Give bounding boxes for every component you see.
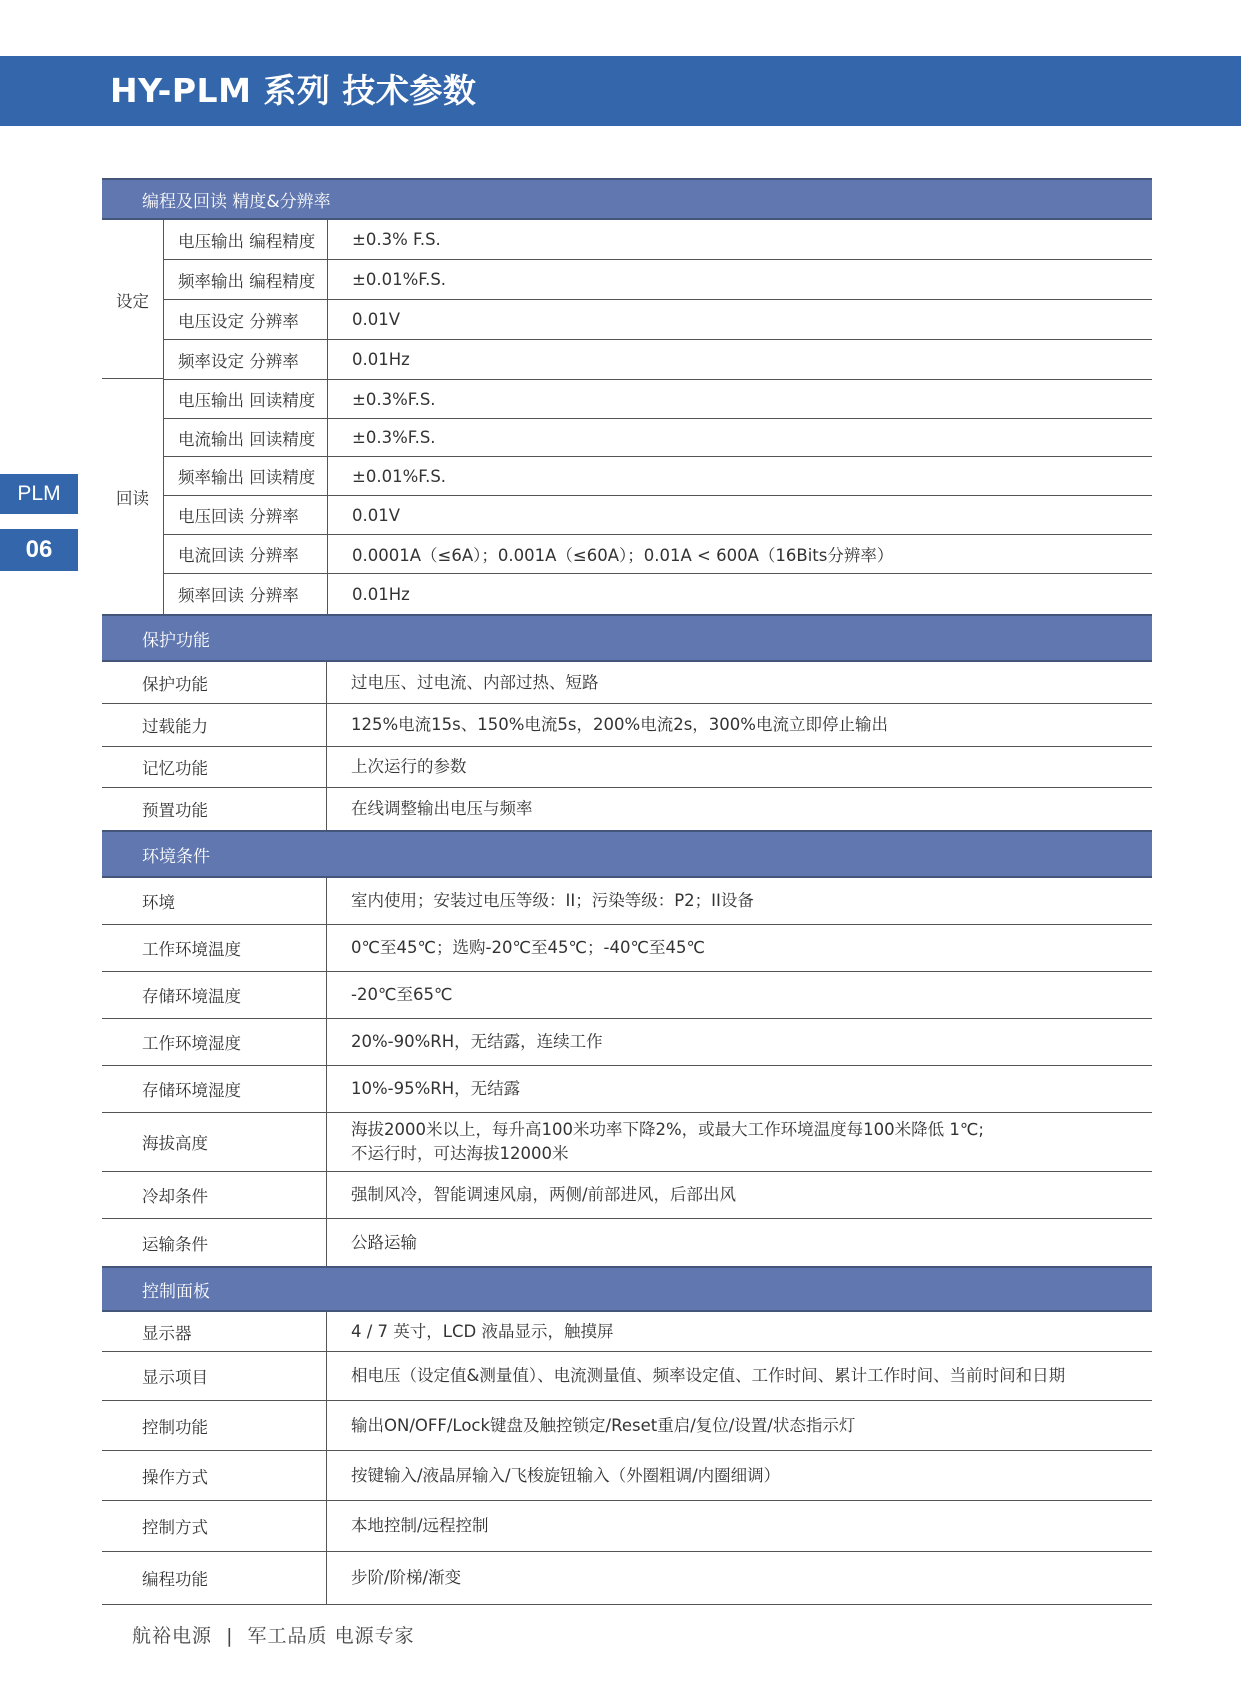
table-row: [164, 574, 1152, 614]
table-row: [102, 1501, 1152, 1552]
row-label: 显示项目: [102, 1352, 327, 1400]
group-label-set: 设定: [102, 220, 164, 380]
table-row: [164, 300, 1152, 340]
row-value: 按键输入/液晶屏输入/飞梭旋钮输入（外圈粗调/内圈细调）: [351, 1465, 781, 1485]
row-label: 电压设定 分辨率: [164, 300, 328, 339]
table-row: [102, 1451, 1152, 1501]
footer-tagline: 航裕电源 | 军工品质 电源专家: [132, 1625, 415, 1647]
protection-section: [102, 614, 1152, 830]
row-value: 125%电流15s、150%电流5s，200%电流2s，300%电流立即停止输出: [351, 715, 888, 735]
table-row: [102, 1352, 1152, 1401]
table-row: [102, 1312, 1152, 1352]
table-row: [164, 457, 1152, 496]
row-value: 0.01Hz: [352, 584, 410, 604]
row-value: 0.0001A（≤6A）；0.001A（≤60A）；0.01A < 600A（16Bits分辨率）: [352, 546, 894, 565]
row-label: 编程功能: [102, 1552, 327, 1604]
footer-divider: [102, 1604, 1152, 1605]
row-label: 显示器: [102, 1312, 327, 1351]
table-row: [102, 1219, 1152, 1266]
row-label: 频率输出 编程精度: [164, 260, 328, 299]
row-label: 电压回读 分辨率: [164, 496, 328, 534]
group-label-readback: 回读: [102, 380, 164, 614]
programming-section: [102, 178, 1152, 614]
section-header-programming: 编程及回读 精度&分辨率: [102, 178, 1152, 220]
section-header-environment: 环境条件: [102, 830, 1152, 878]
table-row: [164, 535, 1152, 574]
row-value: 20%-90%RH，无结露，连续工作: [351, 1032, 603, 1052]
row-value: 上次运行的参数: [351, 757, 467, 777]
row-value: 4 / 7 英寸，LCD 液晶显示，触摸屏: [351, 1321, 614, 1341]
row-value: ±0.01%F.S.: [352, 466, 447, 486]
row-label: 控制功能: [102, 1401, 327, 1450]
table-row: [102, 1172, 1152, 1219]
row-value: ±0.3%F.S.: [352, 428, 436, 447]
row-label: 操作方式: [102, 1451, 327, 1500]
table-row: [102, 662, 1152, 704]
row-value: ±0.3% F.S.: [352, 230, 441, 249]
row-label: 环境: [102, 878, 327, 924]
row-label: 保护功能: [102, 662, 327, 703]
page-title: HY-PLM 系列 技术参数: [110, 71, 477, 110]
page-number-tab: 06: [0, 529, 78, 571]
table-row: [164, 496, 1152, 535]
table-row: [102, 1552, 1152, 1604]
group-divider: [102, 378, 164, 379]
row-label: 冷却条件: [102, 1172, 327, 1218]
row-label: 频率回读 分辨率: [164, 574, 328, 614]
row-label: 工作环境温度: [102, 925, 327, 971]
row-label: 存储环境湿度: [102, 1066, 327, 1112]
table-row: [102, 878, 1152, 925]
row-label: 电流输出 回读精度: [164, 419, 328, 456]
row-value: 输出ON/OFF/Lock键盘及触控锁定/Reset重启/复位/设置/状态指示灯: [351, 1415, 856, 1435]
table-row: [164, 419, 1152, 457]
row-value: -20℃至65℃: [351, 985, 453, 1005]
row-value: 0.01Hz: [352, 350, 410, 369]
row-value-line: 海拔2000米以上，每升高100米功率下降2%，或最大工作环境温度每100米降低 1℃;: [351, 1120, 984, 1140]
table-row: [102, 1066, 1152, 1113]
row-value: 0℃至45℃；选购-20℃至45℃；-40℃至45℃: [351, 938, 706, 958]
table-row: [102, 788, 1152, 830]
row-label: 过载能力: [102, 704, 327, 746]
table-row: [102, 747, 1152, 788]
table-row: [164, 380, 1152, 419]
row-value: 在线调整输出电压与频率: [351, 799, 533, 819]
row-value: ±0.01%F.S.: [352, 270, 447, 289]
table-row: [102, 972, 1152, 1019]
table-row: [164, 340, 1152, 380]
table-row: [102, 1019, 1152, 1066]
series-tab: PLM: [0, 474, 78, 514]
row-label: 记忆功能: [102, 747, 327, 787]
table-row: [164, 220, 1152, 260]
row-value: 本地控制/远程控制: [351, 1516, 489, 1536]
row-value: 强制风冷，智能调速风扇，两侧/前部进风，后部出风: [351, 1185, 737, 1205]
table-row: [102, 1401, 1152, 1451]
table-row: [102, 925, 1152, 972]
row-label: 存储环境温度: [102, 972, 327, 1018]
row-label: 电压输出 回读精度: [164, 380, 328, 418]
header-bar: [0, 56, 1241, 126]
row-value: ±0.3%F.S.: [352, 389, 436, 409]
row-label: 海拔高度: [102, 1113, 327, 1171]
row-value: 0.01V: [352, 505, 401, 525]
row-value: 公路运输: [351, 1232, 417, 1252]
table-row: [102, 1113, 1152, 1172]
section-header-protection: 保护功能: [102, 614, 1152, 662]
row-value: 0.01V: [352, 310, 401, 329]
row-label: 运输条件: [102, 1219, 327, 1266]
row-value: 过电压、过电流、内部过热、短路: [351, 672, 599, 692]
row-value: [327, 1113, 1152, 1171]
table-row: [164, 260, 1152, 300]
row-label: 工作环境湿度: [102, 1019, 327, 1065]
row-value: 步阶/阶梯/渐变: [351, 1568, 462, 1588]
control-section: [102, 1266, 1152, 1604]
row-label: 电压输出 编程精度: [164, 220, 328, 259]
row-label: 电流回读 分辨率: [164, 535, 328, 573]
section-header-control: 控制面板: [102, 1266, 1152, 1312]
row-label: 预置功能: [102, 788, 327, 830]
row-value: 相电压（设定值&测量值）、电流测量值、频率设定值、工作时间、累计工作时间、当前时间和日期: [351, 1366, 1066, 1386]
table-row: [102, 704, 1152, 747]
row-value-line: 不运行时，可达海拔12000米: [351, 1144, 569, 1163]
row-label: 频率输出 回读精度: [164, 457, 328, 495]
row-value: 室内使用；安装过电压等级：II；污染等级：P2；II设备: [351, 891, 754, 911]
row-value: 10%-95%RH，无结露: [351, 1079, 521, 1099]
row-label: 频率设定 分辨率: [164, 340, 328, 379]
row-label: 控制方式: [102, 1501, 327, 1551]
environment-section: [102, 830, 1152, 1266]
